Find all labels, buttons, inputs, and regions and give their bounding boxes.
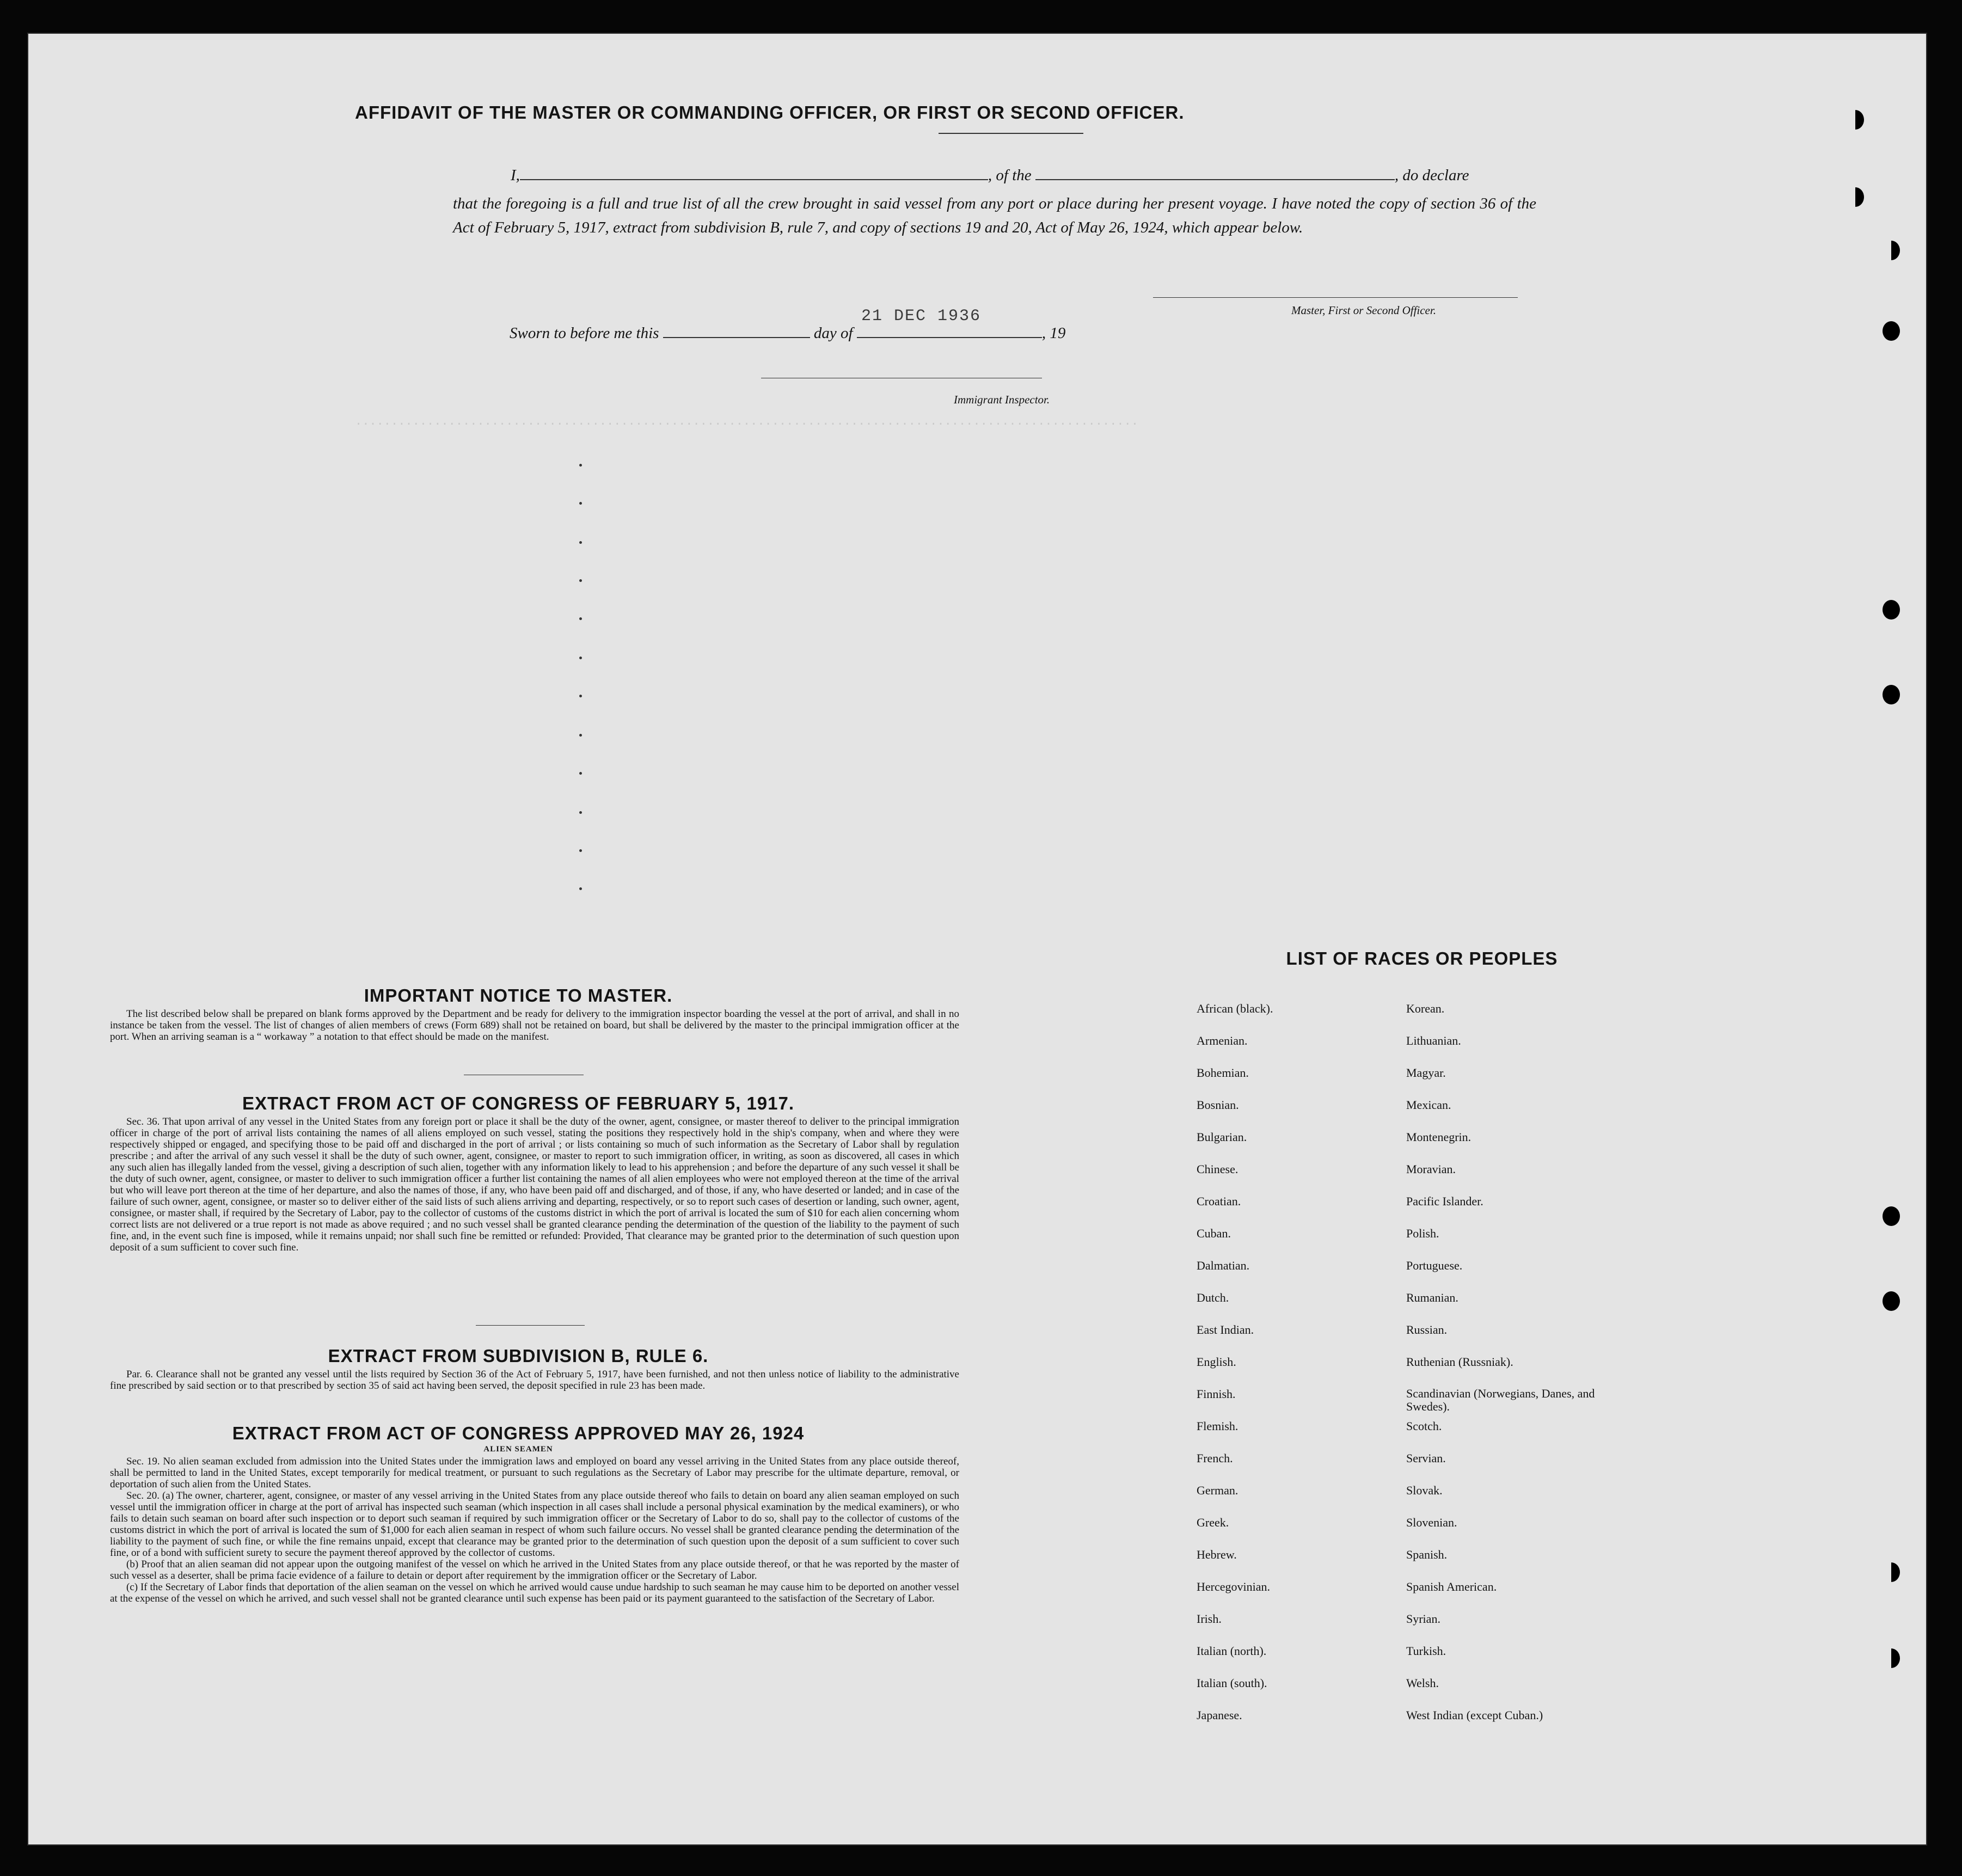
race-item: Greek. xyxy=(1197,1516,1229,1529)
binder-hole xyxy=(1883,241,1900,260)
race-item: Spanish American. xyxy=(1406,1580,1497,1593)
inspector-caption: Immigrant Inspector. xyxy=(954,393,1050,406)
mark xyxy=(579,617,582,620)
sworn-label: Sworn to before me this xyxy=(510,324,659,342)
act-1924-heading: EXTRACT FROM ACT OF CONGRESS APPROVED MAY 26, 1924 xyxy=(232,1423,805,1443)
mark xyxy=(579,849,582,852)
race-item: Ruthenian (Russniak). xyxy=(1406,1355,1513,1369)
race-item: Croatian. xyxy=(1197,1194,1241,1208)
race-item: Pacific Islander. xyxy=(1406,1194,1483,1208)
notice-paragraph: The list described below shall be prepared on blank forms approved by the Department and be ready for delivery to the immigration inspector boarding the vessel at the port of arrival, and shall in no instance be taken from the vessel. The list of changes of alien members of crews (Form 689) shall not be retained on board, but shall be delivered by the master to the principal immigration officer at the port. When an arriving seaman is a “ workaway ” a notation to that effect should be made on the manifest. xyxy=(110,1008,959,1043)
rule-6-heading: EXTRACT FROM SUBDIVISION B, RULE 6. xyxy=(328,1346,709,1366)
race-item: Magyar. xyxy=(1406,1066,1446,1080)
mark xyxy=(579,579,582,582)
race-item: Welsh. xyxy=(1406,1676,1439,1690)
binder-hole xyxy=(1883,685,1900,704)
race-item: Montenegrin. xyxy=(1406,1130,1471,1144)
race-item: Rumanian. xyxy=(1406,1291,1458,1304)
name-blank xyxy=(520,179,988,180)
race-item: Finnish. xyxy=(1197,1387,1236,1401)
race-item: Irish. xyxy=(1197,1612,1222,1626)
alien-seamen-subheading: ALIEN SEAMEN xyxy=(483,1445,553,1454)
vessel-blank xyxy=(1035,179,1395,180)
race-item: Polish. xyxy=(1406,1227,1439,1240)
mark xyxy=(579,657,582,659)
notice-text xyxy=(110,1008,959,1043)
i-label: I, xyxy=(511,167,520,184)
race-item: Mexican. xyxy=(1406,1098,1451,1112)
races-list xyxy=(1197,1002,1624,1740)
month-blank xyxy=(857,337,1042,338)
race-item: Bosnian. xyxy=(1197,1098,1239,1112)
mark xyxy=(579,502,582,505)
race-item: Armenian. xyxy=(1197,1034,1248,1047)
act-1917-paragraph: Sec. 36. That upon arrival of any vessel in the United States from any foreign port or place it shall be the duty of the owner, agent, consignee, or master thereof to deliver to the principal immigration officer in charge of the port of arrival lists containing the names of all aliens employed on such vessel, stating the positions they respectively hold in the ship's company, when and where they were respectively shipped or engaged, and specifying those to be paid off and discharged in the port of arrival ; or lists containing so much of such information as the Secretary of Labor shall by regulation prescribe ; and after the arrival of any such vessel it shall be the duty of such owner, agent, consignee, or master to report to such immigration officer, in writing, as soon as discovered, all cases in which any such alien has illegally landed from the vessel, giving a description of such alien, together with any information likely to lead to his apprehension ; and before the departure of any such vessel it shall be the duty of such owner, agent, consignee, or master to deliver to such immigration officer a further list containing the names of all alien employees who were not employed thereon at the time of the arrival but who will leave port thereon at the time of her departure, and also the names of those, if any, who have been paid off and discharged, and of those, if any, who have deserted or landed; and in case of the failure of such owner, agent, consignee, or master so to deliver either of the said lists of such aliens arriving and departing, respectively, or so to report such cases of desertion or landing, such owner, agent, consignee, or master shall, if required by the Secretary of Labor, pay to the collector of customs of the customs district in which the port of arrival is located the sum of $10 for each alien concerning whom correct lists are not delivered or a true report is not made as above required ; and no such vessel shall be granted clearance pending the determination of the question of the liability to the payment of such fine, and, in the event such fine is imposed, while it remains unpaid; nor shall such fine be remitted or refunded: Provided, That clearance may be granted prior to the determination of such question upon deposit of a sum sufficient to cover such fine. xyxy=(110,1116,959,1253)
race-item: Chinese. xyxy=(1197,1162,1238,1176)
race-item: Portuguese. xyxy=(1406,1259,1463,1272)
signature-line xyxy=(1153,297,1518,298)
binder-hole xyxy=(1883,1562,1900,1582)
section-20b-paragraph: (b) Proof that an alien seaman did not appear upon the outgoing manifest of the vessel on which he arrived in the United States from any place outside thereof, or that he was reported by the master of such vessel as a deserter, shall be prima facie evidence of a failure to detain or deport after requirement by the immigration officer or the Secretary of Labor. xyxy=(110,1559,959,1581)
section-20c-paragraph: (c) If the Secretary of Labor finds that deportation of the alien seaman on the vessel on which he arrived would cause undue hardship to such seaman he may cause him to be deported on another vessel at the expense of the vessel on which he arrived, and such vessel shall not be granted clearance until such expense has been paid or its payment guaranteed to the satisfaction of the Secretary of Labor. xyxy=(110,1581,959,1604)
section-19-paragraph: Sec. 19. No alien seaman excluded from admission into the United States under the immigration laws and employed on board any vessel arriving in the United States from any place outside thereof, shall be permitted to land in the United States, except temporarily for medical treatment, or pursuant to such regulations as the Secretary of Labor may prescribe for the ultimate departure, removal, or deportation of such alien from the United States. xyxy=(110,1456,959,1490)
race-item: Scotch. xyxy=(1406,1419,1442,1433)
divider xyxy=(939,133,1083,134)
mark xyxy=(579,887,582,890)
race-item: Italian (north). xyxy=(1197,1644,1267,1658)
race-item: Hebrew. xyxy=(1197,1548,1237,1561)
affidavit-heading: AFFIDAVIT OF THE MASTER OR COMMANDING OFFICER, OR FIRST OR SECOND OFFICER. xyxy=(355,102,1185,122)
act-1917-text xyxy=(110,1116,959,1253)
declaration-line xyxy=(511,167,1469,185)
affidavit-body: that the foregoing is a full and true list of all the crew brought in said vessel from any port or place during her present voyage. I have noted the copy of section 36 of the Act of February 5, 1917, extract from subdivision B, rule 7, and copy of sections 19 and 20, Act of May 26, 1924, which appear below. xyxy=(453,195,1536,236)
do-declare-label: , do declare xyxy=(1394,167,1469,184)
act-1917-heading: EXTRACT FROM ACT OF CONGRESS OF FEBRUARY 5, 1917. xyxy=(242,1093,795,1113)
mark xyxy=(579,772,582,775)
mark xyxy=(579,811,582,814)
act-1924-text xyxy=(110,1456,959,1604)
race-item: Scandinavian (Norwegians, Danes, and Swedes). xyxy=(1406,1387,1595,1413)
race-item: French. xyxy=(1197,1451,1233,1465)
race-item: Flemish. xyxy=(1197,1419,1238,1433)
section-20a-paragraph: Sec. 20. (a) The owner, charterer, agent, consignee, or master of any vessel arriving in the United States from any place outside thereof who fails to detain on board any alien seaman employed on such vessel until the immigration officer in charge at the port of arrival has inspected such seaman (which inspection in all cases shall include a personal physical examination by the medical examiners), or who fails to detain such seaman on board after such inspection or to deport such seaman if required by such immigration officer or the Secretary of Labor to do so, shall pay to the collector of customs of the customs district in which the port of arrival is located the sum of $1,000 for each alien seaman in respect of whom such failure occurs. No vessel shall be granted clearance pending the determination of the liability to the payment of such fine, or while the fine remains unpaid, except that clearance may be granted prior to the determination of such question upon the deposit of a sum sufficient to cover such fine, or of a bond with sufficient surety to secure the payment thereof approved by the collector of customs. xyxy=(110,1490,959,1559)
race-item: Dutch. xyxy=(1197,1291,1229,1304)
race-item: Spanish. xyxy=(1406,1548,1448,1561)
race-item: Hercegovinian. xyxy=(1197,1580,1270,1593)
race-item: Bulgarian. xyxy=(1197,1130,1247,1144)
race-item: English. xyxy=(1197,1355,1236,1369)
binder-hole xyxy=(1883,321,1900,341)
race-item: African (black). xyxy=(1197,1002,1273,1015)
binder-hole xyxy=(1847,110,1864,130)
year-label: , 19 xyxy=(1041,324,1066,342)
races-heading: LIST OF RACES OR PEOPLES xyxy=(1286,948,1558,968)
rule-6-paragraph: Par. 6. Clearance shall not be granted any vessel until the lists required by Section 36 of the Act of February 5, 1917, have been furnished, and not then unless notice of liability to the administrative fine prescribed by said section or to that prescribed by section 35 of said act having been served, the deposit specified in rule 23 has been made. xyxy=(110,1369,959,1391)
race-item: Syrian. xyxy=(1406,1612,1440,1626)
signature-caption: Master, First or Second Officer. xyxy=(1291,304,1436,317)
race-item: Japanese. xyxy=(1197,1708,1242,1722)
race-item: Moravian. xyxy=(1406,1162,1456,1176)
binder-hole xyxy=(1883,1291,1900,1311)
race-item: Cuban. xyxy=(1197,1227,1231,1240)
binder-hole xyxy=(1847,187,1864,207)
race-item: West Indian (except Cuban.) xyxy=(1406,1708,1543,1722)
race-item: Slovenian. xyxy=(1406,1516,1457,1529)
sworn-line xyxy=(510,324,1065,342)
rule-6-text xyxy=(110,1369,959,1391)
race-item: Dalmatian. xyxy=(1197,1259,1250,1272)
race-item: Lithuanian. xyxy=(1406,1034,1461,1047)
day-blank xyxy=(663,337,810,338)
day-of-label: day of xyxy=(813,324,853,342)
date-stamp: 21 DEC 1936 xyxy=(861,307,982,326)
race-item: East Indian. xyxy=(1197,1323,1254,1337)
binder-hole xyxy=(1883,600,1900,620)
mark xyxy=(579,695,582,697)
mark xyxy=(579,464,582,467)
race-item: Russian. xyxy=(1406,1323,1448,1337)
race-item: Servian. xyxy=(1406,1451,1446,1465)
race-item: Slovak. xyxy=(1406,1483,1443,1497)
race-item: Italian (south). xyxy=(1197,1676,1267,1690)
document-page xyxy=(27,33,1927,1846)
notice-heading: IMPORTANT NOTICE TO MASTER. xyxy=(364,985,673,1006)
race-item: Turkish. xyxy=(1406,1644,1446,1658)
race-item: Korean. xyxy=(1406,1002,1445,1015)
binder-hole xyxy=(1883,1206,1900,1226)
mark xyxy=(579,541,582,544)
binder-hole xyxy=(1883,1648,1900,1668)
race-item: Bohemian. xyxy=(1197,1066,1249,1080)
of-the-label: , of the xyxy=(988,167,1032,184)
bleed-through-text: ............................................................................................................. xyxy=(355,415,1139,428)
divider xyxy=(476,1325,585,1326)
race-item: German. xyxy=(1197,1483,1238,1497)
mark xyxy=(579,734,582,737)
